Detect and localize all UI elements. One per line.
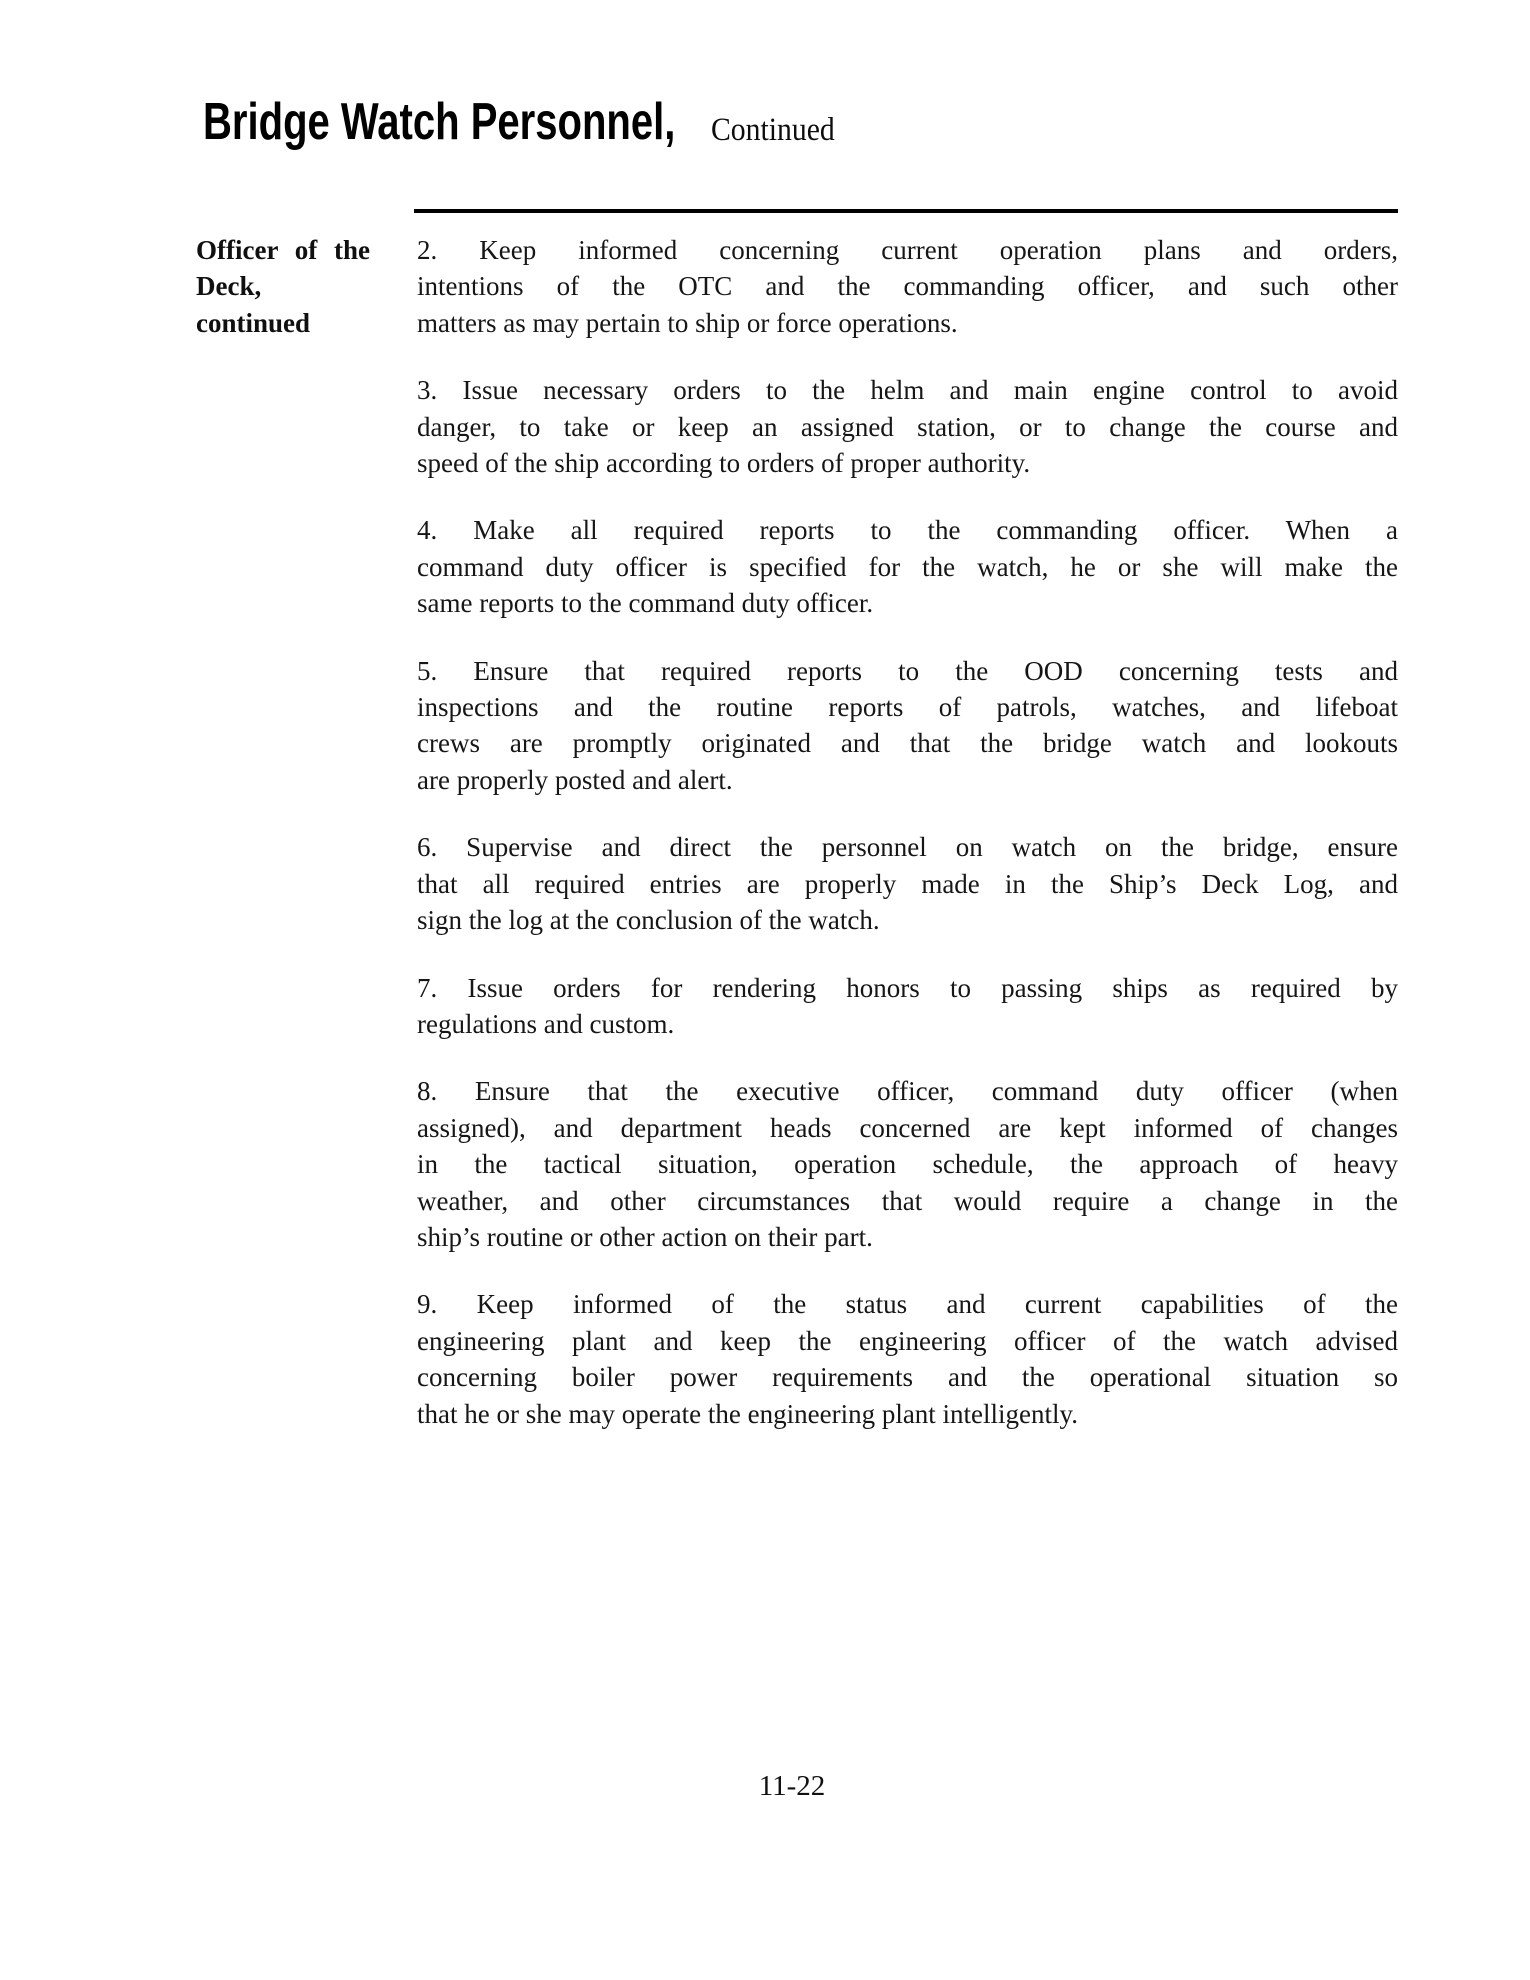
paragraph-line: assigned), and department heads concerned are kept informed of changes [417,1112,1398,1143]
paragraph [417,970,1398,1043]
paragraph [417,232,1398,341]
paragraph-line: 4. Make all required reports to the commanding officer. When a [417,515,1398,546]
page-title: Bridge Watch Personnel, [203,93,676,151]
paragraph-line: command duty officer is specified for the watch, he or she will make the [417,551,1398,582]
paragraph-line: sign the log at the conclusion of the watch. [417,905,880,936]
paragraph-line: concerning boiler power requirements and the operational situation so [417,1362,1398,1393]
paragraph-line: 3. Issue necessary orders to the helm and main engine control to avoid [417,375,1398,406]
paragraph-line: 7. Issue orders for rendering honors to passing ships as required by [417,972,1398,1003]
page-title-continued: Continued [711,112,835,148]
paragraph-line: 2. Keep informed concerning current operation plans and orders, [417,235,1398,265]
header-rule [414,209,1398,213]
paragraph [417,372,1398,481]
paragraph [417,1073,1398,1255]
paragraph-line: 5. Ensure that required reports to the OOD concerning tests and [417,655,1398,686]
paragraph-line: inspections and the routine reports of patrols, watches, and lifeboat [417,692,1398,723]
paragraph-line: matters as may pertain to ship or force operations. [417,307,958,338]
paragraph-line: intentions of the OTC and the commanding officer, and such other [417,271,1398,302]
side-label-line-2: Deck, continued [196,271,311,338]
paragraph-line: danger, to take or keep an assigned station, or to change the course and [417,411,1398,442]
paragraph [417,512,1398,621]
side-label [196,232,370,341]
paragraph-line: engineering plant and keep the engineering officer of the watch advised [417,1325,1398,1356]
paragraph-line: crews are promptly originated and that the bridge watch and lookouts [417,728,1398,759]
paragraph-line: same reports to the command duty officer. [417,588,874,619]
paragraph [417,1286,1398,1432]
body-column [417,232,1398,1432]
paragraph-line: weather, and other circumstances that would require a change in the [417,1185,1398,1216]
paragraph-line: 9. Keep informed of the status and current capabilities of the [417,1289,1398,1320]
paragraph-line: 6. Supervise and direct the personnel on watch on the bridge, ensure [417,832,1398,863]
side-label-line-1: Officer of the [196,235,370,265]
paragraph-line: ship’s routine or other action on their part. [417,1221,873,1252]
paragraph-line: in the tactical situation, operation schedule, the approach of heavy [417,1149,1398,1180]
page-number: 11-22 [758,1770,826,1802]
paragraph-line: are properly posted and alert. [417,764,733,795]
paragraph-line: 8. Ensure that the executive officer, command duty officer (when [417,1076,1398,1107]
paragraph-line: that all required entries are properly made in the Ship’s Deck Log, and [417,868,1398,899]
paragraph-line: speed of the ship according to orders of proper authority. [417,448,1031,479]
paragraph-line: regulations and custom. [417,1008,675,1039]
paragraph [417,653,1398,799]
paragraph [417,829,1398,938]
paragraph-line: that he or she may operate the engineering plant intelligently. [417,1398,1079,1429]
